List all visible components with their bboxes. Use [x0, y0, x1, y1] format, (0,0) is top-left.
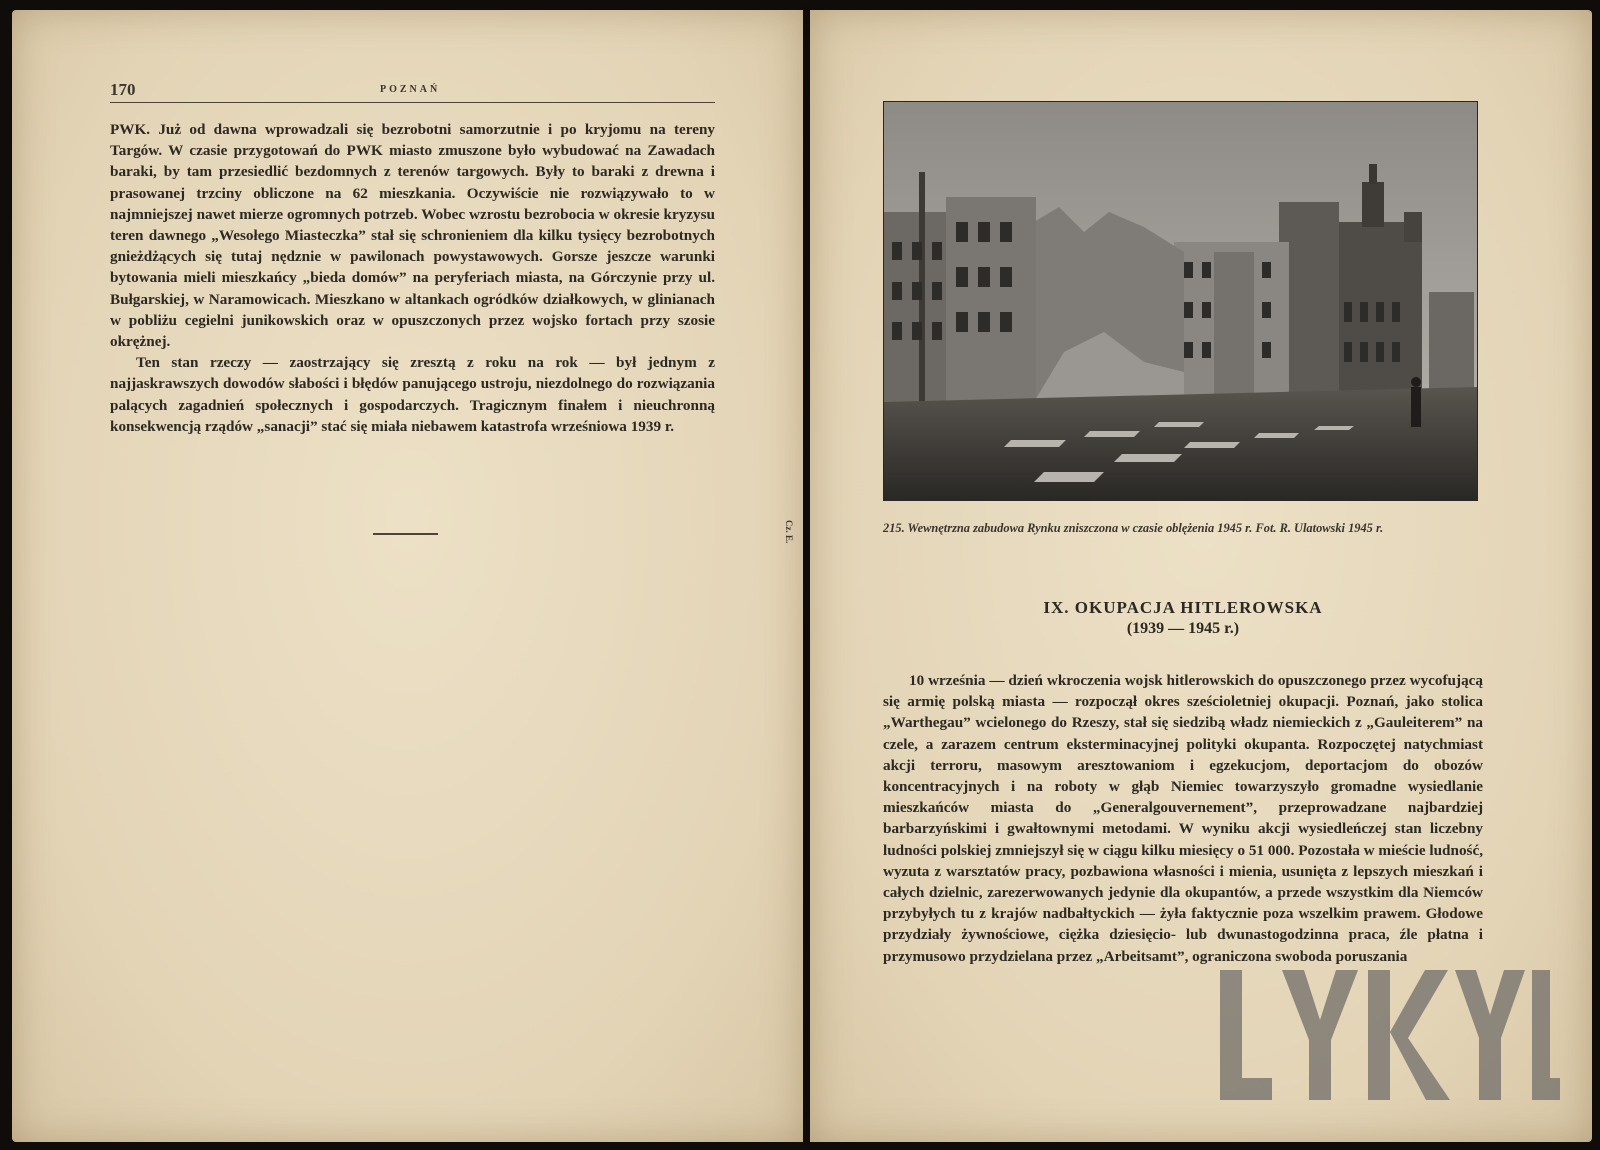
book-gutter [803, 6, 810, 1146]
page-number: 170 [110, 80, 136, 99]
section-end-rule [373, 533, 438, 535]
left-body-text [110, 119, 715, 437]
chapter-dates: (1939 — 1945 r.) [1126, 620, 1240, 637]
paragraph: 10 września — dzień wkroczenia wojsk hitlerowskich do opuszczonego przez wycofującą się armię polską miasta — rozpoczął okres sześcioletniej okupacji. Poznań, jako stolica „Warthegau” wcielonego do Rzeszy, stał się siedzibą władz niemieckich z „Gauleiterem” na czele, a zarazem centrum eksterminacyjnej polityki okupanta. Rozpoczętej natychmiast akcji terroru, masowym aresztowaniom i egzekucjom, deportacjom do obozów koncentracyjnych i na roboty w głąb Niemiec towarzyszyło gromadne wysiedlanie mieszkańców miasta do „Generalgouvernement”, przeprowadzane najbardziej barbarzyńskimi i gwałtownymi metodami. W wyniku akcji wysiedleńczej stan liczebny ludności polskiej zmniejszył się w ciągu kilku miesięcy o 51 000. Pozostała w mieście ludność, wyzuta z warsztatów pracy, pozbawiona własności i mienia, usunięta z lepszych mieszkań i całych dzielnic, zarezerwowanych jedynie dla okupantów, a przede wszystkim dla Niemców przybyłych tu z krajów nadbałtyckich — żyła faktycznie poza wszelkim prawem. Głodowe przydziały żywnościowe, ciężka dziesięcio- lub dwunastogodzinna praca, źle płatna i przymusowo przydzielana przez „Arbeitsamt”, ograniczona swoboda poruszania [883, 672, 1483, 965]
signature-mark: Cz. E. [784, 520, 794, 544]
running-head [110, 70, 715, 103]
paragraph: PWK. Już od dawna wprowadzali się bezrobotni samorzutnie i po kryjomu na tereny Targów. W czasie przygotowań do PWK miasto zmuszone było wybudować na Zawadach baraki, by tam przesiedlić bezdomnych z terenów targowych. Były to baraki z drewna i prasowanej trzciny obliczone na 62 mieszkania. Oczywiście nie rozwiązywało to w najmniejszej nawet mierze ogromnych potrzeb. Wobec wzrostu bezrobocia w okresie kryzysu teren dawnego „Wesołego Miasteczka” stał się schronieniem dla kilku tysięcy bezrobotnych gnieżdżących się tutaj nędznie w pawilonach powystawowych. Gorsze jeszcze warunki bytowania mieli mieszkańcy „bieda domów” na peryferiach miasta, na Górczynie przy ul. Bułgarskiej, w Naramowicach. Mieszkano w altankach ogródków działkowych, w glinianach w pobliżu cegielni junikowskich oraz w opuszczonych przez wojsko fortach przy szosie okrężnej. [110, 121, 715, 351]
ruins-photograph [883, 101, 1478, 501]
photo-caption: 215. Wewnętrzna zabudowa Rynku zniszczona w czasie oblężenia 1945 r. Fot. R. Ulatowski 1945 r. [883, 521, 1384, 535]
running-head-title: POZNAŃ [380, 84, 441, 95]
right-body-text [883, 670, 1483, 967]
chapter-title: IX. OKUPACJA HITLEROWSKA [1043, 598, 1323, 617]
paragraph: Ten stan rzeczy — zaostrzający się zresztą z roku na rok — był jednym z najjaskrawszych dowodów słabości i błędów panującego ustroju, niezdolnego do rozwiązania palących zagadnień społecznych i gospodarczych. Tragicznym finałem i nieuchronną konsekwencją rządów „sanacji” stać się miała niebawem katastrofa wrześniowa 1939 r. [110, 354, 715, 435]
